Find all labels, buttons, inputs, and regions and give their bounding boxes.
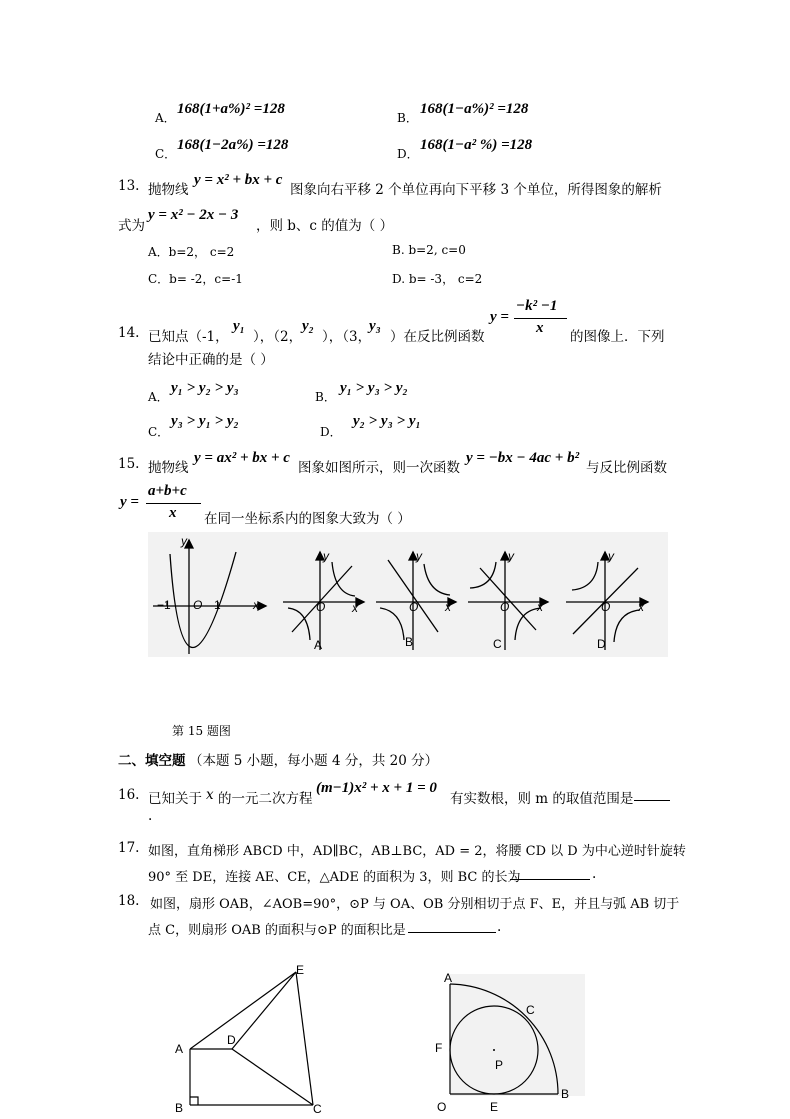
q13-text-post: 图象向右平移 2 个单位再向下平移 3 个单位，所得图象的解析 [290,182,662,198]
q14-y3: y₃ [369,318,381,334]
q15-figure [148,532,668,657]
q18-label-b: B [561,1087,570,1101]
q13-text-pre: 抛物线 [148,182,189,198]
q16-text-post: 有实数根，则 m 的取值范围是 [450,791,634,807]
q14-text-mid2: ），（3， [322,329,372,345]
q14-option-b-expr: y₁ > y₃ > y₂ [340,380,408,396]
q16-text-pre: 已知关于 [148,791,202,807]
q15-d-o: O [601,600,611,614]
q17-label-a: A [175,1042,184,1056]
q18-number: 18. [118,893,140,909]
q14-text-post2: 的图像上．下列 [570,329,665,345]
q14-option-a-label: A． [148,390,169,404]
q15-expr1: y = ax² + bx + c [194,450,290,466]
q15-text-post2: 在同一坐标系内的图象大致为（ ） [204,511,411,527]
q13-expr1: y = x² + bx + c [194,172,283,188]
q14-y1: y₁ [233,318,245,334]
q16-var: x [206,787,214,803]
q13-expr2: y = x² − 2x − 3 [148,207,239,223]
section2-title: 二、填空题 [118,753,186,769]
q14-text-mid1: ），（2， [253,329,303,345]
q17-end: . [592,866,597,882]
q15-text-post: 与反比例函数 [586,460,667,476]
q18-label-e: E [490,1100,499,1114]
q14-number: 14. [118,325,140,341]
q15-func-lhs: y = [120,494,139,510]
q17-label-e: E [296,963,305,977]
q13-option-b: B. b=2, c=0 [392,243,466,257]
q18-end: . [497,919,502,935]
q17-line2: 90° 至 DE，连接 AE、CE，△ADE 的面积为 3，则 BC 的长为 [148,870,521,885]
q14-fraction-bar [514,318,567,319]
q15-expr2: y = −bx − 4ac + b² [466,450,580,466]
q17-label-b: B [175,1101,184,1115]
q18-label-p: P [495,1058,504,1072]
q18-figure [430,966,590,1119]
q15-graph-origin: O [193,598,203,612]
q15-func-denominator: x [169,505,177,521]
q15-graph-x-label: x [253,598,259,612]
q13-number: 13. [118,178,140,194]
q14-func-lhs: y = [490,309,509,325]
q15-c-o: O [500,600,510,614]
q15-choice-b: B [405,635,414,649]
q17-label-c: C [313,1102,322,1116]
q15-choice-d: D [597,637,606,651]
q13-option-c: C．b= -2，c=-1 [148,272,243,286]
q15-number: 15. [118,456,140,472]
q16-text-mid: 的一元二次方程 [218,791,313,807]
q15-c-x: x [537,600,543,614]
q17-answer-blank[interactable] [510,879,590,880]
q15-b-x: x [445,600,451,614]
q15-d-x: x [638,600,644,614]
q15-graph-y-label: y [181,534,187,548]
q12-option-b-label: B． [397,111,418,125]
q15-graph-neg1: −1 [157,598,171,612]
q15-fraction-bar [146,503,201,504]
q18-line1: 如图，扇形 OAB，∠AOB=90°，⊙P 与 OA、OB 分别相切于点 F、E，并且与弧 AB 切于 [150,897,680,912]
q15-choice-c: C [493,637,502,651]
q15-d-y: y [608,549,614,563]
q16-end: . [148,808,153,824]
q15-caption: 第 15 题图 [172,724,231,738]
q14-text-pre: 已知点（-1， [148,329,229,345]
q12-option-d-label: D． [397,147,419,161]
q16-answer-blank[interactable] [634,800,670,801]
q13-option-a: A．b=2， c=2 [148,245,235,259]
q14-option-d-expr: y₂ > y₃ > y₁ [353,413,421,429]
q15-func-numerator: a+b+c [148,483,187,499]
q14-y2: y₂ [302,318,314,334]
q15-a-o: O [316,600,326,614]
q12-option-c-label: C． [155,147,177,161]
q13-text-pre2: 式为 [118,218,145,234]
q15-b-y: y [416,549,422,563]
q12-option-b-expr: 168(1−a%)² =128 [420,101,529,117]
q14-option-b-label: B． [315,390,336,404]
q15-a-y: y [323,549,329,563]
q14-option-d-label: D． [320,425,342,439]
q14-option-c-expr: y₃ > y₁ > y₂ [171,413,239,429]
q15-graph-one: 1 [214,598,221,612]
q18-label-c: C [526,1003,535,1017]
q17-label-d: D [227,1033,236,1047]
q14-func-denominator: x [536,320,544,336]
q18-answer-blank[interactable] [408,932,496,933]
q12-option-c-expr: 168(1−2a%) =128 [177,137,289,153]
section2-note: （本题 5 小题，每小题 4 分，共 20 分） [189,753,439,769]
q18-label-f: F [435,1041,443,1055]
q15-a-x: x [352,601,358,615]
q12-option-d-expr: 168(1−a² %) =128 [420,137,533,153]
q18-label-o: O [437,1100,447,1114]
q15-text-mid: 图象如图所示，则一次函数 [298,460,460,476]
q17-number: 17. [118,840,140,856]
q17-line1: 如图，直角梯形 ABCD 中，AD∥BC，AB⊥BC，AD = 2，将腰 CD 以 D 为中心逆时针旋转 [148,844,686,859]
q14-option-c-label: C． [148,425,170,439]
q15-choice-a: A [314,638,323,652]
q14-func-numerator: −k² −1 [516,298,558,314]
q14-text-post: ）在反比例函数 [390,329,485,345]
q14-option-a-expr: y₁ > y₂ > y₃ [171,380,239,396]
q18-line2: 点 C，则扇形 OAB 的面积与⊙P 的面积比是 [148,923,406,938]
q16-expr: (m−1)x² + x + 1 = 0 [316,780,437,796]
q12-option-a-label: A． [155,111,176,125]
q15-b-o: O [409,600,419,614]
q18-label-a: A [444,971,453,985]
q12-option-a-expr: 168(1+a%)² =128 [177,101,285,117]
q14-line2: 结论中正确的是（ ） [148,352,274,368]
q13-option-d: D. b= -3， c=2 [392,272,483,286]
q13-text-post2: ，则 b、c 的值为（ ） [256,218,394,234]
q17-figure [160,960,340,1119]
q15-c-y: y [508,549,514,563]
q16-number: 16. [118,787,140,803]
q15-text-pre: 抛物线 [148,460,189,476]
